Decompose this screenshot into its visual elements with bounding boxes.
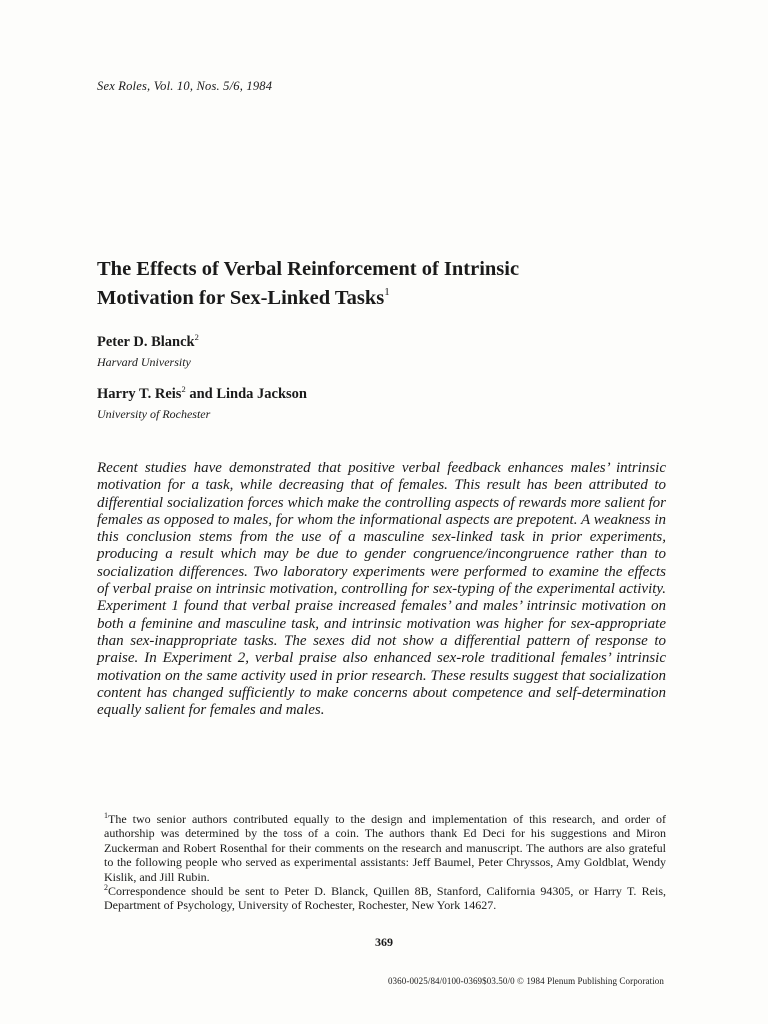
footnote-2: [104, 884, 666, 913]
title-footnote-mark: 1: [384, 286, 390, 298]
author-name-text: Peter D. Blanck: [97, 334, 195, 350]
page-number: 369: [375, 935, 393, 949]
abstract: Recent studies have demonstrated that positive verbal feedback enhances males’ intrinsic motivation for a task, while decreasing that of females. This result has been attributed to differential socialization forces which make the controlling aspects of rewards more salient for females as opposed to males, for whom the informational aspects are prepotent. A weakness in this conclusion stems from the use of a masculine sex-linked task in prior experiments, producing a result which may be due to gender congruence/incongruence rather than to socialization differences. Two laboratory experiments were performed to examine the effects of verbal praise on intrinsic motivation, controlling for sex-typing of the experimental activity. Experiment 1 found that verbal praise increased females’ and males’ intrinsic motivation on both a feminine and masculine task, and intrinsic motivation was higher for sex-appropriate than sex-inappropriate tasks. The sexes did not show a differential pattern of response to praise. In Experiment 2, verbal praise also enhanced sex-role traditional females’ intrinsic motivation on the same activity used in prior research. These results suggest that socialization content has changed sufficiently to make concerns about competence and self-determination equally salient for females and males.: [97, 460, 666, 719]
title-line-2: Motivation for Sex-Linked Tasks: [97, 287, 385, 309]
footnote-mark: 2: [104, 883, 108, 893]
journal-header: Sex Roles, Vol. 10, Nos. 5/6, 1984: [97, 79, 273, 93]
footnote-text: The two senior authors contributed equally to the design and implementation of this research, and order of authorship was determined by the toss of a coin. The authors thank Ed Deci for his suggestions and Miron Zuckerman and Robert Rosenthal for their comments on the research and manuscript. The authors are also grateful to the following people who served as experimental assistants: Jeff Baumel, Peter Chryssos, Amy Goldblat, Wendy Kislik, and Jill Rubin.: [104, 812, 666, 884]
author-name: [97, 333, 199, 351]
footnotes: [104, 812, 666, 913]
author-name-text-2: and Linda Jackson: [185, 386, 307, 402]
author-name-text: Harry T. Reis: [97, 386, 182, 402]
footnote-text: Correspondence should be sent to Peter D. Blanck, Quillen 8B, Stanford, California 94305, or Harry T. Reis, Department of Psychology, University of Rochester, Rochester, New York 14627.: [104, 884, 666, 913]
author-footnote-mark: 2: [194, 332, 199, 342]
author-names: [97, 385, 307, 403]
author-block-blanck: [97, 333, 199, 370]
author-block-reis-jackson: [97, 385, 307, 422]
article-title: [97, 255, 697, 313]
author-affiliation: Harvard University: [97, 355, 191, 369]
author-affiliation: University of Rochester: [97, 407, 211, 421]
footnote-1: [104, 812, 666, 884]
title-line-1: The Effects of Verbal Reinforcement of Intrinsic: [97, 258, 520, 280]
footnote-mark: 1: [104, 811, 108, 820]
author-footnote-mark: 2: [181, 384, 186, 394]
copyright-line: 0360-0025/84/0100-0369$03.50/0 © 1984 Plenum Publishing Corporation: [387, 976, 664, 986]
